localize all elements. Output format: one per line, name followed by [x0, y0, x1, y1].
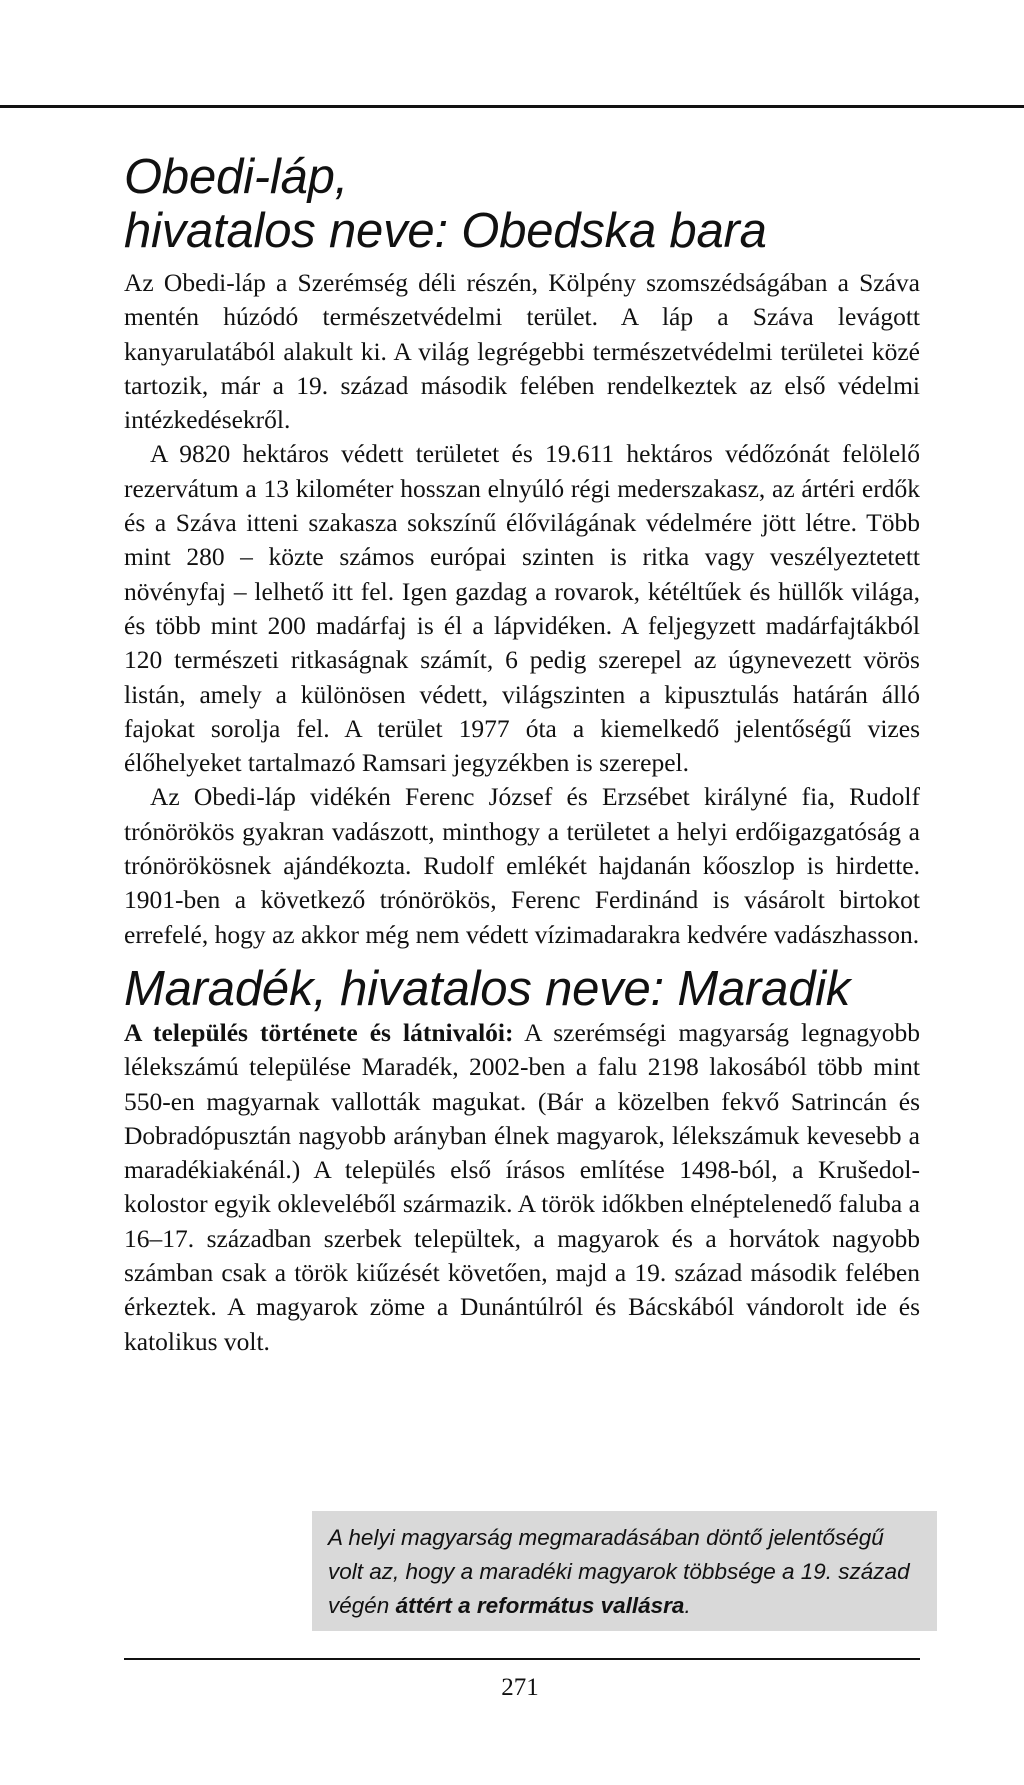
- callout-text-before: A helyi magyarság megmaradásában döntő jelentőségű volt az, hogy a maradéki magyarok többsége a 19. század végén: [328, 1525, 910, 1618]
- section-title-maradek: Maradék, hivatalos neve: Maradik: [124, 961, 851, 1016]
- bottom-rule: [124, 1658, 920, 1660]
- callout-box: [312, 1511, 937, 1631]
- paragraph-lead-bold: A település története és látnivalói:: [124, 1017, 514, 1047]
- paragraph-obedi-2: A 9820 hektáros védett területet és 19.611 hektáros védőzónát felölelő rezervátum a 13 kilométer hosszan elnyúló régi mederszakasz, az ártéri erdők és a Száva itteni szakasza sokszínű élővilágának védelmére jött létre. Több mint 280 – közte számos európai szinten is ritka vagy veszélyeztetett növényfaj – lelhető itt fel. Igen gazdag a rovarok, kétéltűek és hüllők világa, és több mint 200 madárfaj is él a lápvidéken. A feljegyzett madárfajtákból 120 természeti ritkaságnak számít, 6 pedig szerepel az úgynevezett vörös listán, amely a különösen védett, világszinten a kipusztulás határán álló fajokat sorolja fel. A terület 1977 óta a kiemelkedő jelentőségű vizes élőhelyeket tartalmazó Ramsari jegyzékben is szerepel.: [124, 439, 920, 778]
- page-content: [124, 150, 920, 1359]
- paragraph-maradek-text: A szerémségi magyarság legnagyobb lélekszámú települése Maradék, 2002-ben a falu 2198 lakosából több mint 550-en magyarnak vallották magukat. (Bár a közelben fekvő Satrincán és Dobradópusztán nagyobb arányban élnek magyarok, lélekszámuk kevesebb a maradékiakénál.) A település első írásos említése 1498-ból, a Krušedol-kolostor egyik okleveléből származik. A török időkben elnéptelenedő faluba a 16–17. században szerbek települtek, a magyarok és a horvátok nagyobb számban csak a török kiűzését követően, majd a 19. század második felében érkeztek. A magyarok zöme a Dunántúlról és Bácskából vándorolt ide és katolikus volt.: [124, 1017, 920, 1356]
- section-title-line1: Obedi-láp,: [124, 150, 349, 204]
- paragraph-obedi-3: Az Obedi-láp vidékén Ferenc József és Erzsébet királyné fia, Rudolf trónörökös gyakran vadászott, minthogy a területet a helyi erdőigazgatóság a trónörökösnek ajándékozta. Rudolf emlékét hajdanán kőoszlop is hirdette. 1901-ben a következő trónörökös, Ferenc Ferdinánd is vásárolt birtokot errefelé, hogy az akkor még nem védett vízimadarakra kedvére vadászhasson.: [124, 782, 920, 949]
- section-title-line2: hivatalos neve: Obedska bara: [124, 204, 767, 258]
- page-number: 271: [501, 1674, 539, 1701]
- top-rule: [0, 105, 1024, 108]
- section-title-obedi-lap: [124, 150, 920, 258]
- paragraph-maradek: [124, 1016, 920, 1359]
- paragraph-obedi-1: Az Obedi-láp a Szerémség déli részén, Kölpény szomszédságában a Száva mentén húzódó természetvédelmi terület. A láp a Száva levágott kanyarulatából alakult ki. A világ legrégebbi természetvédelmi területei közé tartozik, már a 19. század második felében rendelkeztek az első védelmi intézkedésekről.: [124, 268, 920, 435]
- callout-text-after: .: [684, 1593, 691, 1618]
- callout-text-bold: áttért a református vallásra: [395, 1593, 685, 1618]
